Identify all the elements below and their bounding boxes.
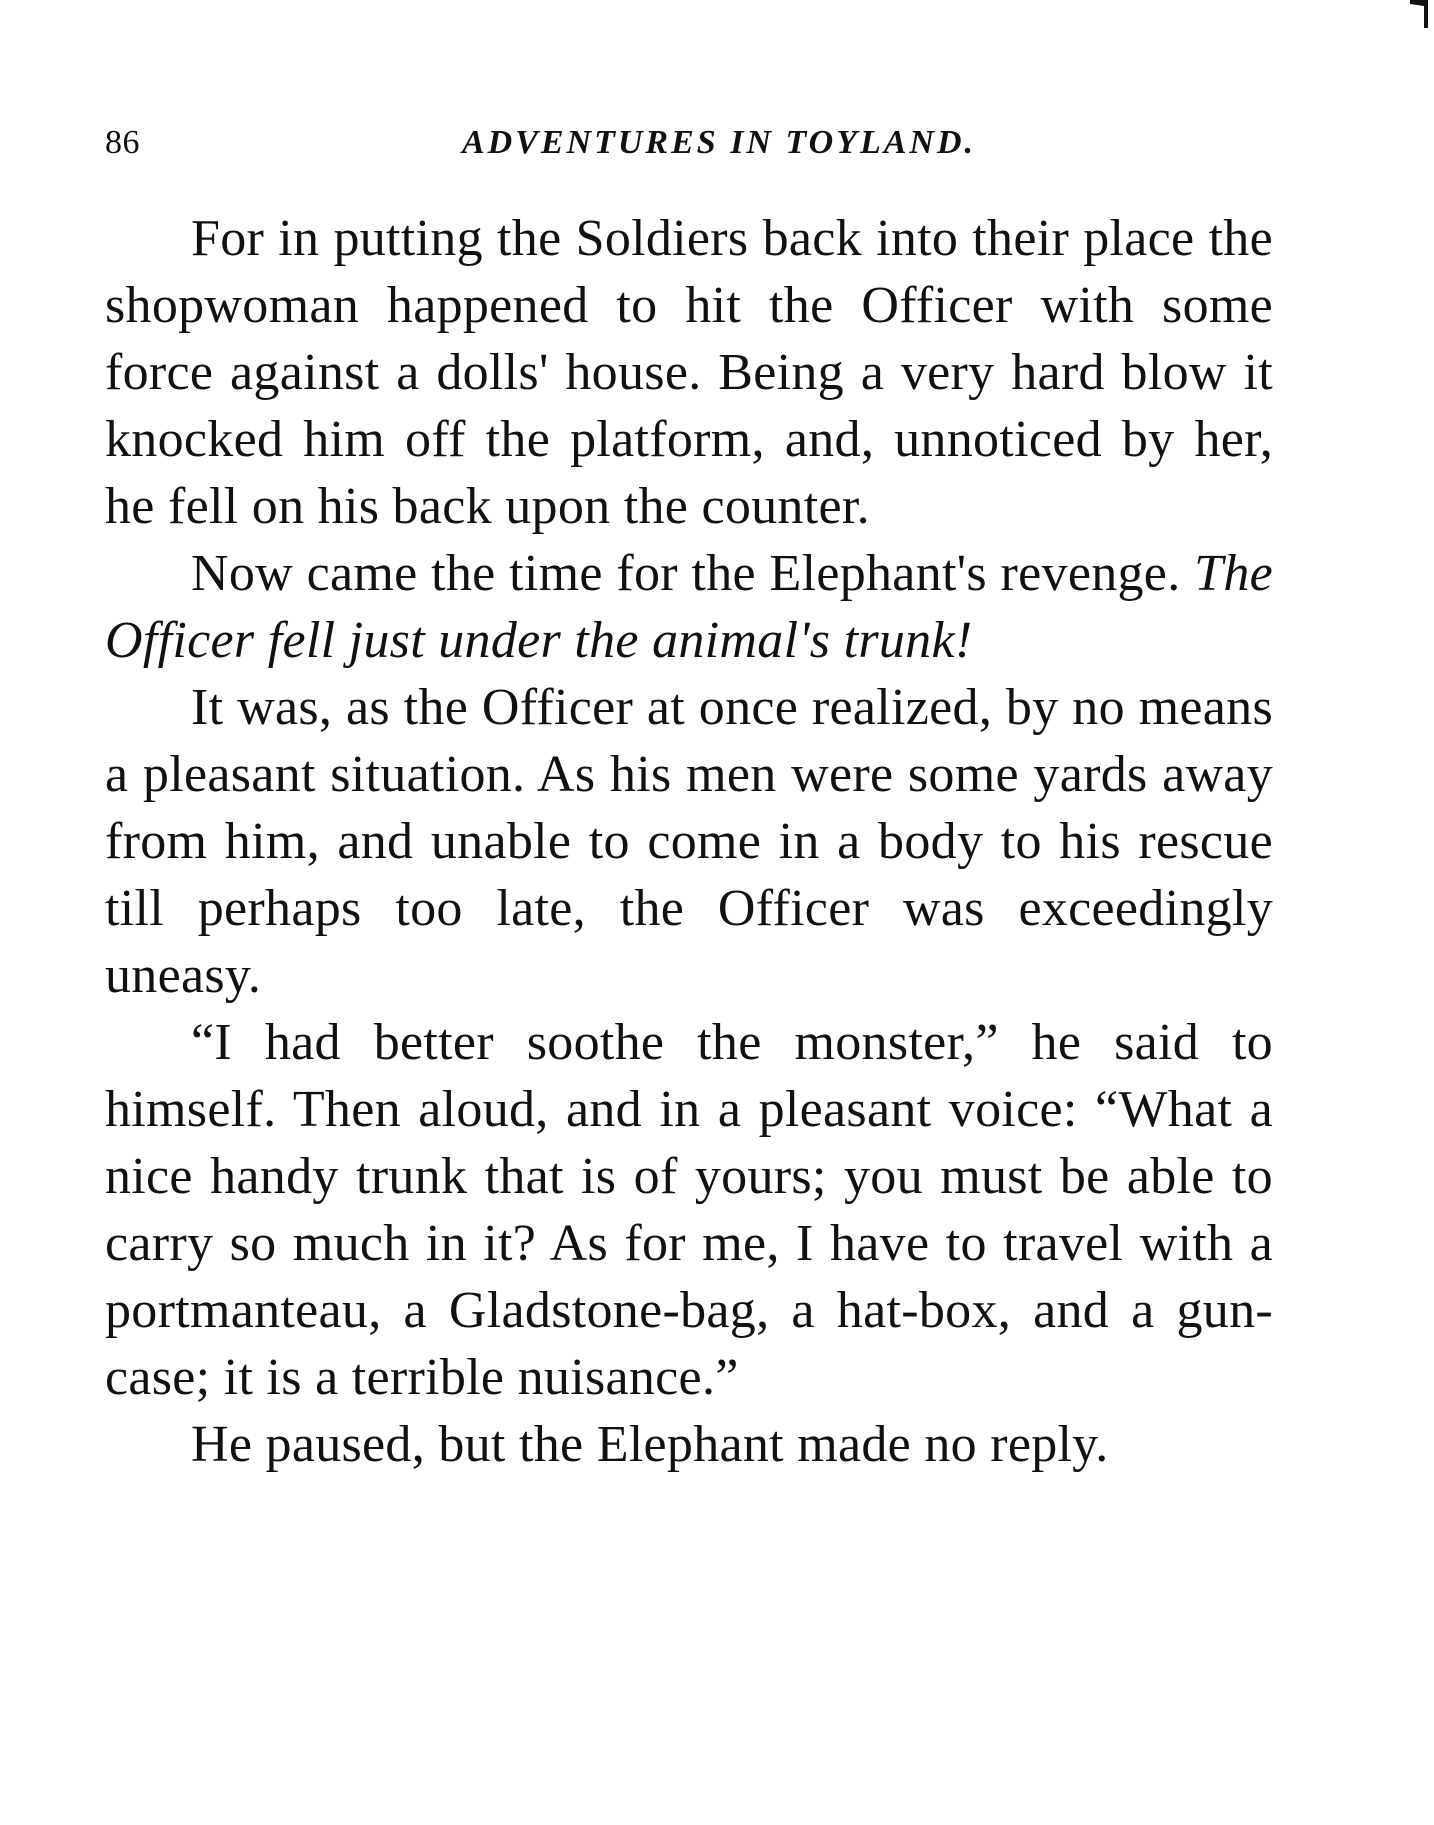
paragraph-2 bbox=[105, 540, 1273, 674]
paragraph-2-italic: The Officer fell just under the animal's trunk! bbox=[105, 545, 1273, 669]
paragraph-4-text: “I had better soothe the monster,” he said to himself. Then aloud, and in a pleasant voice: “What a nice handy trunk that is of yours; you must be able to carry so much in it? As for me, I have to travel with a portmanteau, a Gladstone-bag, a hat-box, and a gun-case; it is a terrible nuisance.” bbox=[105, 1014, 1273, 1406]
paragraph-3-text: It was, as the Officer at once realized, by no means a pleasant situation. As his men were some yards away from him, and unable to come in a body to his rescue till perhaps too late, the Officer was exceedingly uneasy. bbox=[105, 679, 1273, 1004]
paragraph-5-text: He paused, but the Elephant made no reply. bbox=[191, 1416, 1109, 1473]
paragraph-4 bbox=[105, 1009, 1273, 1411]
paragraph-5 bbox=[105, 1411, 1273, 1478]
body-text bbox=[105, 205, 1273, 1478]
page-corner-mark bbox=[1410, 0, 1428, 28]
running-head bbox=[105, 118, 1273, 168]
paragraph-1-text: For in putting the Soldiers back into their place the shopwoman happened to hit the Officer with some force against a dolls' house. Being a very hard blow it knocked him off the platform, and, unnoticed by her, he fell on his back upon the counter. bbox=[105, 210, 1273, 535]
paragraph-3 bbox=[105, 674, 1273, 1009]
paragraph-1 bbox=[105, 205, 1273, 540]
running-title: ADVENTURES IN TOYLAND. bbox=[461, 124, 977, 161]
page-number: 86 bbox=[105, 124, 140, 161]
paragraph-2-text: Now came the time for the Elephant's revenge. bbox=[191, 545, 1195, 602]
